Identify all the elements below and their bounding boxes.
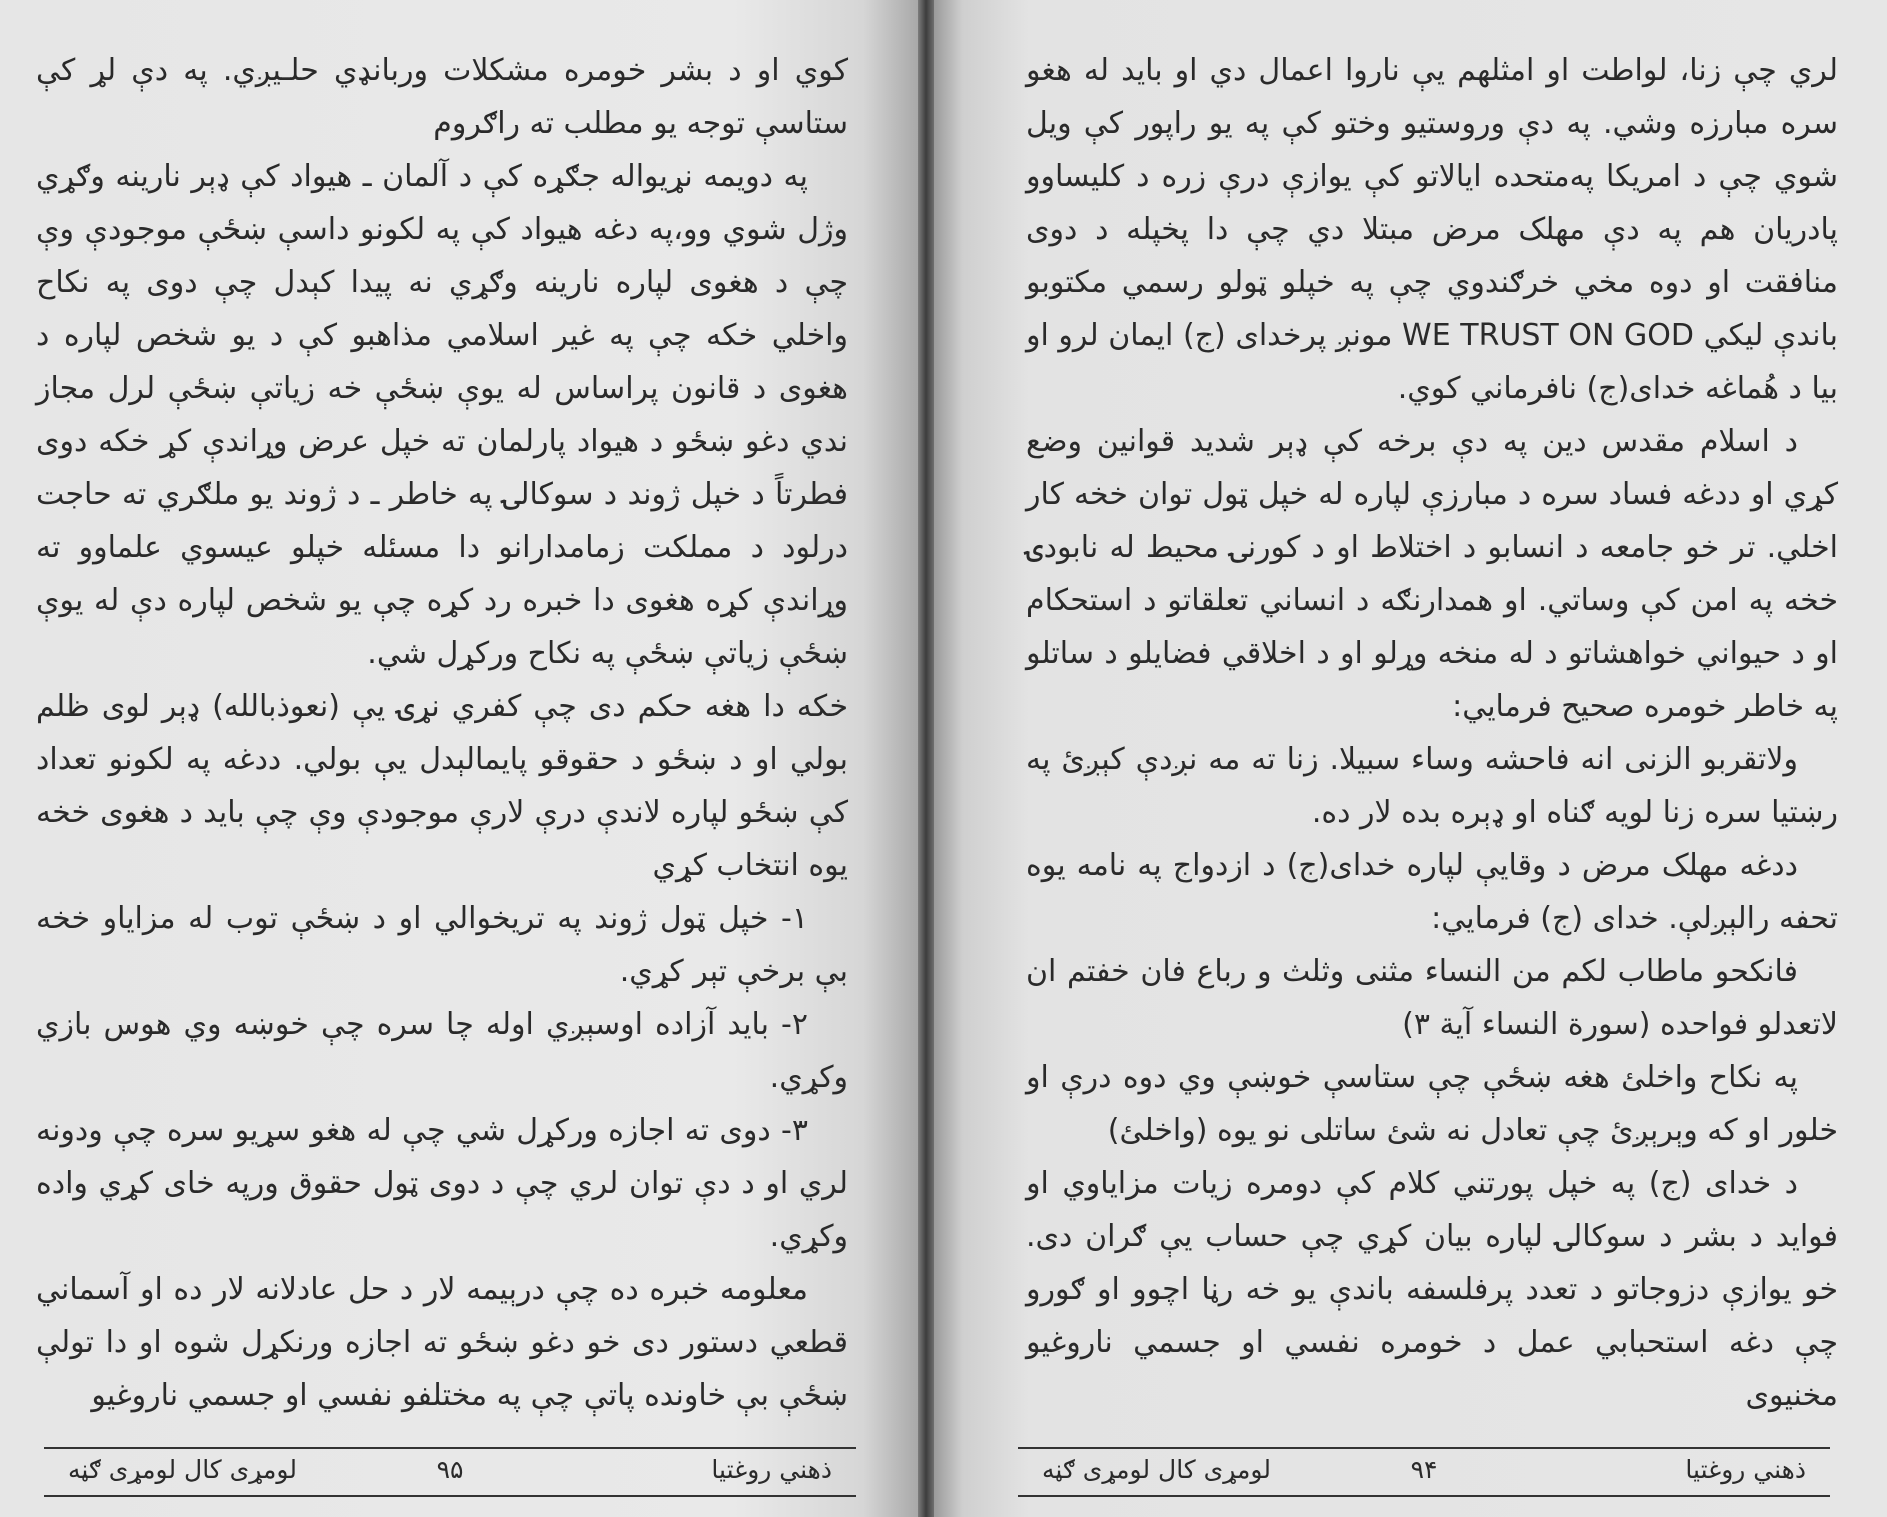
paragraph: معلومه خبره ده چې درېيمه لار د حل عادلانه لار ده او آسماني قطعي دستور دی خو دغو ښځو ته اجازه ورنکړل شوه او دا تولې ښځې بې خاونده پاتې چې په مختلفو نفسي او جسمي ناروغيو	[36, 1272, 848, 1413]
page-number: ۹۵	[436, 1455, 464, 1484]
paragraph: په دويمه نړيواله جګړه کې د آلمان ـ هيواد کې ډېر نارينه وګړي وژل شوي وو،په دغه هيواد کې په لکونو داسې ښځې موجودې وې چې د هغوی لپاره نارينه وګړي نه پيدا کېدل چې دوی په نکاح واخلي خکه چې په غير اسلامي مذاهبو کې د يو شخص لپاره د هغوی د قانون پراساس له يوې ښځې خه زياتې ښځې لرل مجاز ندي دغو ښځو د هيواد پارلمان ته خپل عرض وړاندې کړ خکه دوی فطرتاً د خپل ژوند د سوکالۍ په خاطر ـ د ژوند يو ملګري ته حاجت درلود د مملکت زمامدارانو دا مسئله خپلو عيسوي علماوو ته وړاندې کړه هغوی دا خبره رد کړه چې يو شخص لپاره دې له يوې ښځې زياتې ښځې په نکاح ورکړل شي.	[36, 159, 848, 671]
paragraph: د خدای (ج) په خپل پورتني کلام کې دومره زيات مزاياوي او فوايد د بشر د سوکالۍ لپاره بيان کړي چې حساب يې ګران دی. خو يوازې دزوجاتو د تعدد پرفلسفه باندې يو خه رڼا اچوو او ګورو چې دغه استحبابي عمل د خومره نفسي او جسمي ناروغيو مخنيوی	[1026, 1166, 1838, 1413]
issue-label: لومړی کال لومړی ګڼه	[1042, 1455, 1271, 1484]
page-footer	[44, 1447, 856, 1497]
book-gutter	[918, 0, 934, 1517]
paragraph: د اسلام مقدس دين په دې برخه کې ډېر شديد قوانين وضع کړي او ددغه فساد سره د مبارزې لپاره له خپل ټول توان خخه کار اخلي. تر خو جامعه د انسابو د اختلاط او د کورنۍ محيط له نابودۍ خخه په امن کې وساتي. او همدارنګه د انساني تعلقاتو د استحکام او د حيواني خواهشاتو د له منخه وړلو او د اخلاقي فضايلو د ساتلو په خاطر خومره صحيح فرمايي:	[1026, 424, 1838, 724]
paragraph: کوي او د بشر خومره مشکلات وربانډي حلـيږي. په دې لړ کې ستاسې توجه يو مطلب ته راګروم	[36, 53, 848, 141]
list-item: ۲- بايد آزاده اوسېږي اوله چا سره چې خوښه وي هوس بازي وکړي.	[36, 1007, 848, 1095]
issue-label: لومړی کال لومړی ګڼه	[68, 1455, 297, 1484]
right-page	[934, 0, 1887, 1517]
left-page	[0, 0, 918, 1517]
paragraph: په نکاح واخلئ هغه ښځې چې ستاسې خوښې وي دوه درې او خلور او که وېرېږئ چې تعادل نه شئ ساتلی نو يوه (واخلئ)	[1026, 1060, 1838, 1148]
book-title: ذهني روغتيا	[711, 1455, 832, 1484]
list-item: ۱- خپل ټول ژوند په تريخوالي او د ښځې توب له مزاياو خخه بې برخې تېر کړي.	[36, 901, 848, 989]
paragraph: خکه دا هغه حکم دی چې کفري نړۍ يې (نعوذبالله) ډېر لوی ظلم بولي او د ښځو د حقوقو پايمالېدل يې بولي. ددغه په لکونو تعداد کې ښځو لپاره لاندې درې لارې موجودې وې چې بايد د هغوی خخه يوه انتخاب کړي	[36, 689, 848, 883]
quote-paragraph: فانکحو ماطاب لکم من النساء مثنی وثلث و رباع فان خفتم ان لاتعدلو فواحده (سورة النساء آية ۳)	[1026, 954, 1838, 1042]
book-title: ذهني روغتيا	[1685, 1455, 1806, 1484]
list-item: ۳- دوی ته اجازه ورکړل شي چې له هغو سړيو سره چې ودونه لري او د دې توان لري چې د دوی ټول حقوق ورپه خای کړي واده وکړي.	[36, 1113, 848, 1254]
right-page-text	[1026, 44, 1838, 1422]
page-number: ۹۴	[1410, 1455, 1438, 1484]
quote-paragraph: ولاتقربو الزنی انه فاحشه وساء سبيلا. زنا ته مه نږدې کېږئ په رښتيا سره زنا لويه ګناه او ډېره بده لار ده.	[1026, 742, 1838, 830]
paragraph: ددغه مهلک مرض د وقايې لپاره خدای(ج) د ازدواج په نامه يوه تحفه رالېږلې. خدای (ج) فرمايي:	[1026, 848, 1838, 936]
left-page-text	[36, 44, 848, 1422]
page-footer	[1018, 1447, 1830, 1497]
paragraph: لري چې زنا، لواطت او امثلهم يې ناروا اعمال دي او بايد له هغو سره مبارزه وشي. په دې وروستيو وختو کې په يو راپور کې ويل شوي چې د امريکا په‌متحده ايالاتو کې يوازې درې زره د کليساوو پادريان هم په دې مهلک مرض مبتلا دي چې دا پخپله د دوی منافقت او دوه مخي خرګندوي چې په خپلو ټولو رسمي مکتوبو باندې ليکي WE TRUST ON GOD مونږ پرخدای (ج) ايمان لرو او بيا د هُماغه خدای(ج) نافرماني کوي.	[1026, 53, 1838, 406]
